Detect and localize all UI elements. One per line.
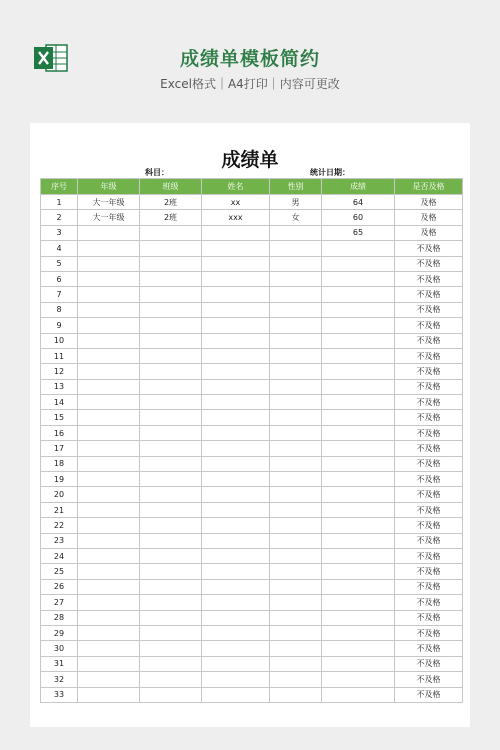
cell-name[interactable] (202, 472, 270, 487)
cell-class[interactable] (140, 287, 202, 302)
cell-name[interactable] (202, 379, 270, 394)
cell-pass[interactable]: 不及格 (395, 333, 463, 348)
table-row (41, 579, 463, 594)
table-row (41, 410, 463, 425)
cell-seq[interactable]: 14 (41, 395, 78, 410)
page-header (0, 0, 500, 120)
cell-name[interactable] (202, 656, 270, 671)
cell-seq[interactable]: 8 (41, 302, 78, 317)
cell-gender[interactable] (270, 672, 322, 687)
cell-score[interactable]: 60 (322, 210, 395, 225)
cell-gender[interactable] (270, 364, 322, 379)
cell-grade[interactable] (78, 456, 140, 471)
cell-gender[interactable] (270, 441, 322, 456)
cell-score[interactable] (322, 395, 395, 410)
cell-seq[interactable]: 20 (41, 487, 78, 502)
cell-pass[interactable]: 不及格 (395, 672, 463, 687)
cell-name[interactable] (202, 364, 270, 379)
cell-score[interactable]: 64 (322, 195, 395, 210)
table-row (41, 548, 463, 563)
cell-class[interactable] (140, 672, 202, 687)
table-row (41, 472, 463, 487)
cell-class[interactable] (140, 410, 202, 425)
subject-label: 科目： (145, 168, 169, 177)
cell-pass[interactable]: 不及格 (395, 641, 463, 656)
cell-class[interactable] (140, 472, 202, 487)
cell-pass[interactable]: 不及格 (395, 256, 463, 271)
cell-grade[interactable] (78, 441, 140, 456)
cell-seq[interactable]: 30 (41, 641, 78, 656)
table-row (41, 456, 463, 471)
cell-score[interactable] (322, 379, 395, 394)
cell-score[interactable] (322, 641, 395, 656)
cell-class[interactable] (140, 256, 202, 271)
cell-pass[interactable]: 不及格 (395, 502, 463, 517)
cell-seq[interactable]: 21 (41, 502, 78, 517)
cell-gender[interactable] (270, 656, 322, 671)
table-row (41, 502, 463, 517)
cell-class[interactable] (140, 241, 202, 256)
cell-score[interactable] (322, 533, 395, 548)
cell-grade[interactable] (78, 518, 140, 533)
cell-score[interactable] (322, 441, 395, 456)
cell-grade[interactable] (78, 533, 140, 548)
cell-seq[interactable]: 12 (41, 364, 78, 379)
cell-pass[interactable]: 不及格 (395, 595, 463, 610)
cell-seq[interactable]: 33 (41, 687, 78, 702)
cell-name[interactable] (202, 456, 270, 471)
cell-class[interactable] (140, 318, 202, 333)
cell-class[interactable] (140, 518, 202, 533)
cell-pass[interactable]: 及格 (395, 195, 463, 210)
table-row (41, 318, 463, 333)
cell-gender[interactable] (270, 425, 322, 440)
table-row (41, 672, 463, 687)
cell-seq[interactable]: 16 (41, 425, 78, 440)
cell-class[interactable] (140, 379, 202, 394)
cell-pass[interactable]: 不及格 (395, 348, 463, 363)
table-row (41, 687, 463, 702)
cell-score[interactable] (322, 548, 395, 563)
cell-gender[interactable] (270, 687, 322, 702)
cell-grade[interactable] (78, 625, 140, 640)
cell-seq[interactable]: 5 (41, 256, 78, 271)
date-label: 统计日期： (310, 168, 350, 177)
cell-class[interactable] (140, 656, 202, 671)
cell-score[interactable] (322, 502, 395, 517)
cell-grade[interactable] (78, 472, 140, 487)
cell-seq[interactable]: 3 (41, 225, 78, 240)
cell-score[interactable] (322, 564, 395, 579)
cell-grade[interactable] (78, 548, 140, 563)
cell-score[interactable] (322, 364, 395, 379)
cell-pass[interactable]: 不及格 (395, 302, 463, 317)
cell-seq[interactable]: 27 (41, 595, 78, 610)
cell-pass[interactable]: 不及格 (395, 656, 463, 671)
cell-name[interactable] (202, 441, 270, 456)
column-header-score: 成绩 (322, 179, 395, 195)
cell-class[interactable] (140, 487, 202, 502)
cell-pass[interactable]: 不及格 (395, 456, 463, 471)
cell-gender[interactable] (270, 395, 322, 410)
cell-gender[interactable]: 男 (270, 195, 322, 210)
cell-name[interactable] (202, 318, 270, 333)
cell-pass[interactable]: 不及格 (395, 472, 463, 487)
cell-class[interactable] (140, 395, 202, 410)
cell-name[interactable] (202, 425, 270, 440)
cell-grade[interactable] (78, 271, 140, 286)
cell-grade[interactable] (78, 287, 140, 302)
table-row (41, 379, 463, 394)
cell-gender[interactable] (270, 518, 322, 533)
cell-gender[interactable] (270, 487, 322, 502)
cell-name[interactable] (202, 287, 270, 302)
cell-name[interactable] (202, 518, 270, 533)
cell-score[interactable] (322, 487, 395, 502)
cell-grade[interactable] (78, 425, 140, 440)
cell-name[interactable] (202, 395, 270, 410)
cell-pass[interactable]: 不及格 (395, 518, 463, 533)
table-row (41, 210, 463, 225)
cell-score[interactable] (322, 579, 395, 594)
cell-class[interactable] (140, 595, 202, 610)
cell-score[interactable] (322, 271, 395, 286)
cell-name[interactable] (202, 595, 270, 610)
cell-grade[interactable] (78, 241, 140, 256)
column-header-seq: 序号 (41, 179, 78, 195)
sheet-title: 成绩单 (221, 149, 279, 171)
cell-pass[interactable]: 不及格 (395, 395, 463, 410)
cell-pass[interactable]: 不及格 (395, 533, 463, 548)
cell-score[interactable] (322, 410, 395, 425)
cell-class[interactable] (140, 425, 202, 440)
cell-grade[interactable]: 大一年级 (78, 195, 140, 210)
cell-gender[interactable] (270, 271, 322, 286)
cell-name[interactable] (202, 672, 270, 687)
cell-gender[interactable] (270, 564, 322, 579)
cell-pass[interactable]: 不及格 (395, 441, 463, 456)
cell-name[interactable] (202, 241, 270, 256)
cell-score[interactable] (322, 518, 395, 533)
cell-seq[interactable]: 2 (41, 210, 78, 225)
cell-seq[interactable]: 31 (41, 656, 78, 671)
table-row (41, 441, 463, 456)
cell-score[interactable] (322, 425, 395, 440)
cell-grade[interactable] (78, 487, 140, 502)
table-row (41, 641, 463, 656)
cell-grade[interactable] (78, 579, 140, 594)
cell-grade[interactable] (78, 318, 140, 333)
cell-grade[interactable] (78, 564, 140, 579)
cell-score[interactable] (322, 656, 395, 671)
cell-grade[interactable] (78, 595, 140, 610)
cell-class[interactable] (140, 441, 202, 456)
cell-gender[interactable] (270, 348, 322, 363)
cell-class[interactable] (140, 610, 202, 625)
table-row (41, 225, 463, 240)
cell-grade[interactable] (78, 395, 140, 410)
cell-seq[interactable]: 7 (41, 287, 78, 302)
cell-score[interactable] (322, 348, 395, 363)
cell-name[interactable] (202, 641, 270, 656)
cell-class[interactable] (140, 641, 202, 656)
cell-name[interactable] (202, 348, 270, 363)
cell-seq[interactable]: 32 (41, 672, 78, 687)
cell-pass[interactable]: 不及格 (395, 579, 463, 594)
cell-grade[interactable] (78, 656, 140, 671)
column-header-name: 姓名 (202, 179, 270, 195)
table-row (41, 395, 463, 410)
cell-score[interactable] (322, 625, 395, 640)
cell-pass[interactable]: 不及格 (395, 410, 463, 425)
cell-pass[interactable]: 不及格 (395, 625, 463, 640)
cell-gender[interactable] (270, 548, 322, 563)
cell-name[interactable] (202, 333, 270, 348)
cell-gender[interactable] (270, 256, 322, 271)
table-row (41, 195, 463, 210)
cell-grade[interactable] (78, 348, 140, 363)
cell-seq[interactable]: 18 (41, 456, 78, 471)
table-row (41, 364, 463, 379)
table-row (41, 302, 463, 317)
cell-gender[interactable] (270, 579, 322, 594)
table-row (41, 610, 463, 625)
cell-seq[interactable]: 19 (41, 472, 78, 487)
cell-grade[interactable]: 大一年级 (78, 210, 140, 225)
cell-gender[interactable] (270, 318, 322, 333)
cell-class[interactable] (140, 533, 202, 548)
table-row (41, 271, 463, 286)
cell-score[interactable] (322, 241, 395, 256)
cell-name[interactable] (202, 256, 270, 271)
table-row (41, 425, 463, 440)
cell-score[interactable] (322, 595, 395, 610)
cell-gender[interactable]: 女 (270, 210, 322, 225)
cell-grade[interactable] (78, 379, 140, 394)
table-header-row (41, 179, 463, 195)
cell-name[interactable] (202, 302, 270, 317)
column-header-grade: 年级 (78, 179, 140, 195)
cell-name[interactable] (202, 533, 270, 548)
table-row (41, 333, 463, 348)
table-row (41, 656, 463, 671)
cell-name[interactable]: xxx (202, 210, 270, 225)
cell-score[interactable] (322, 302, 395, 317)
cell-grade[interactable] (78, 333, 140, 348)
cell-pass[interactable]: 不及格 (395, 318, 463, 333)
cell-pass[interactable]: 不及格 (395, 564, 463, 579)
cell-name[interactable] (202, 687, 270, 702)
cell-pass[interactable]: 及格 (395, 225, 463, 240)
table-row (41, 241, 463, 256)
cell-gender[interactable] (270, 287, 322, 302)
table-row (41, 595, 463, 610)
cell-pass[interactable]: 不及格 (395, 364, 463, 379)
cell-grade[interactable] (78, 364, 140, 379)
cell-pass[interactable]: 不及格 (395, 687, 463, 702)
table-row (41, 564, 463, 579)
cell-class[interactable] (140, 625, 202, 640)
cell-class[interactable] (140, 333, 202, 348)
cell-name[interactable] (202, 502, 270, 517)
cell-class[interactable] (140, 579, 202, 594)
cell-pass[interactable]: 不及格 (395, 287, 463, 302)
cell-gender[interactable] (270, 241, 322, 256)
table-row (41, 348, 463, 363)
table-row (41, 487, 463, 502)
cell-seq[interactable]: 13 (41, 379, 78, 394)
cell-class[interactable] (140, 548, 202, 563)
cell-grade[interactable] (78, 225, 140, 240)
cell-seq[interactable]: 6 (41, 271, 78, 286)
cell-score[interactable] (322, 472, 395, 487)
page-title: 成绩单模板简约 (179, 48, 320, 70)
column-header-gender: 性别 (270, 179, 322, 195)
cell-pass[interactable]: 不及格 (395, 610, 463, 625)
cell-seq[interactable]: 23 (41, 533, 78, 548)
cell-name[interactable] (202, 487, 270, 502)
cell-name[interactable] (202, 579, 270, 594)
cell-pass[interactable]: 不及格 (395, 241, 463, 256)
table-row (41, 625, 463, 640)
cell-seq[interactable]: 26 (41, 579, 78, 594)
cell-seq[interactable]: 24 (41, 548, 78, 563)
table-row (41, 256, 463, 271)
cell-pass[interactable]: 不及格 (395, 271, 463, 286)
cell-grade[interactable] (78, 302, 140, 317)
cell-grade[interactable] (78, 672, 140, 687)
cell-pass[interactable]: 不及格 (395, 487, 463, 502)
cell-name[interactable] (202, 610, 270, 625)
cell-gender[interactable] (270, 625, 322, 640)
cell-seq[interactable]: 25 (41, 564, 78, 579)
cell-seq[interactable]: 4 (41, 241, 78, 256)
table-body (41, 195, 463, 703)
cell-gender[interactable] (270, 472, 322, 487)
cell-class[interactable] (140, 687, 202, 702)
cell-pass[interactable]: 不及格 (395, 379, 463, 394)
cell-class[interactable] (140, 302, 202, 317)
cell-class[interactable] (140, 456, 202, 471)
cell-name[interactable] (202, 410, 270, 425)
cell-gender[interactable] (270, 302, 322, 317)
cell-gender[interactable] (270, 456, 322, 471)
cell-class[interactable] (140, 271, 202, 286)
cell-seq[interactable]: 17 (41, 441, 78, 456)
cell-gender[interactable] (270, 595, 322, 610)
cell-gender[interactable] (270, 533, 322, 548)
column-header-pass: 是否及格 (395, 179, 463, 195)
cell-score[interactable] (322, 456, 395, 471)
cell-gender[interactable] (270, 225, 322, 240)
cell-seq[interactable]: 15 (41, 410, 78, 425)
spreadsheet-preview (30, 123, 470, 727)
cell-gender[interactable] (270, 610, 322, 625)
cell-name[interactable] (202, 564, 270, 579)
cell-score[interactable] (322, 318, 395, 333)
cell-class[interactable] (140, 564, 202, 579)
cell-grade[interactable] (78, 687, 140, 702)
cell-grade[interactable] (78, 610, 140, 625)
cell-name[interactable] (202, 225, 270, 240)
cell-class[interactable] (140, 348, 202, 363)
cell-grade[interactable] (78, 410, 140, 425)
cell-grade[interactable] (78, 641, 140, 656)
cell-seq[interactable]: 28 (41, 610, 78, 625)
column-header-class: 班级 (140, 179, 202, 195)
cell-class[interactable] (140, 225, 202, 240)
cell-name[interactable] (202, 548, 270, 563)
cell-seq[interactable]: 10 (41, 333, 78, 348)
cell-pass[interactable]: 及格 (395, 210, 463, 225)
cell-class[interactable]: 2班 (140, 195, 202, 210)
cell-score[interactable] (322, 687, 395, 702)
cell-score[interactable] (322, 287, 395, 302)
cell-score[interactable] (322, 333, 395, 348)
table-row (41, 287, 463, 302)
cell-seq[interactable]: 29 (41, 625, 78, 640)
cell-class[interactable] (140, 502, 202, 517)
cell-grade[interactable] (78, 256, 140, 271)
cell-score[interactable] (322, 256, 395, 271)
cell-name[interactable]: xx (202, 195, 270, 210)
cell-seq[interactable]: 1 (41, 195, 78, 210)
cell-gender[interactable] (270, 410, 322, 425)
cell-score[interactable] (322, 672, 395, 687)
cell-gender[interactable] (270, 641, 322, 656)
cell-pass[interactable]: 不及格 (395, 425, 463, 440)
cell-score[interactable]: 65 (322, 225, 395, 240)
cell-seq[interactable]: 11 (41, 348, 78, 363)
cell-gender[interactable] (270, 379, 322, 394)
cell-gender[interactable] (270, 333, 322, 348)
cell-score[interactable] (322, 610, 395, 625)
cell-class[interactable] (140, 364, 202, 379)
page-subtitle: Excel格式｜A4打印｜内容可更改 (160, 77, 340, 91)
cell-name[interactable] (202, 271, 270, 286)
cell-seq[interactable]: 9 (41, 318, 78, 333)
cell-seq[interactable]: 22 (41, 518, 78, 533)
table-row (41, 533, 463, 548)
grade-table (40, 178, 463, 703)
cell-name[interactable] (202, 625, 270, 640)
cell-grade[interactable] (78, 502, 140, 517)
cell-gender[interactable] (270, 502, 322, 517)
cell-pass[interactable]: 不及格 (395, 548, 463, 563)
table-row (41, 518, 463, 533)
cell-class[interactable]: 2班 (140, 210, 202, 225)
